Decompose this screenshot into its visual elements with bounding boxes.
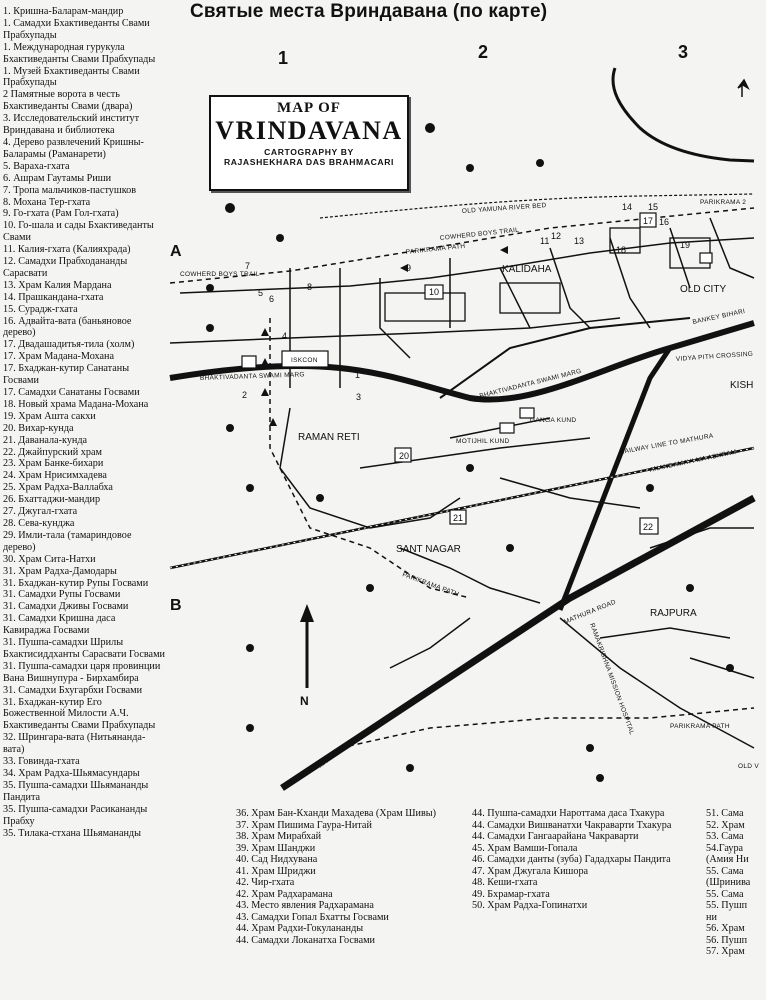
- legend-item: 35. Пушпа-самадхи Шьямананды Пандита: [3, 779, 149, 803]
- legend-item: 51. Сама: [706, 808, 744, 819]
- map-title-box: [209, 95, 409, 191]
- grid-col-1: 1: [278, 48, 289, 68]
- map-credit-line-2: RAJASHEKHARA DAS BRAHMACARI: [223, 157, 395, 167]
- map-number: 6: [269, 294, 275, 304]
- map-number: 4: [282, 331, 288, 341]
- legend-item: 20. Вихар-кунда: [3, 422, 74, 434]
- map-title-line-1: MAP OF: [277, 100, 341, 116]
- legend-bottom-column-2: [472, 808, 704, 912]
- label-mathura-road-1: MATHURA ROAD: [563, 598, 618, 626]
- legend-item: 1. Музей Бхактиведанты Свами Прабхупады: [3, 65, 140, 89]
- map-number: 11: [540, 236, 550, 246]
- label-hospital: RAMAKRISHNA MISSION HOSPITAL: [588, 622, 636, 736]
- legend-item: 44. Самадхи Локанатха Госвами: [236, 934, 375, 946]
- legend-item: 48. Кеши-гхата: [472, 877, 538, 888]
- legend-item: 38. Храм Мирабхай: [236, 831, 322, 842]
- legend-item: 47. Храм Джугала Кишора: [472, 865, 589, 877]
- legend-item: 17. Бхаджан-кутир Санатаны Госвами: [3, 363, 130, 387]
- legend-item: 17. Самадхи Санатаны Госвами: [3, 387, 140, 398]
- label-bhaktivedanta-2: BHAKTIVADANTA SWAMI MARG: [478, 367, 583, 400]
- label-iskcon: ISKCON: [291, 357, 318, 364]
- legend-item: 12. Самадхи Прабходананды Сарасвати: [3, 256, 128, 279]
- map-number: 16: [659, 217, 670, 227]
- label-old-city: OLD CITY: [680, 284, 727, 295]
- legend-item: 31. Бхаджан-кутир Его Божественной Милости А.Ч. Бхактиведанты Свами Прабхупады: [3, 696, 156, 732]
- map-number: 5: [258, 288, 264, 298]
- map-number: 9: [406, 263, 412, 273]
- legend-item: 15. Сурадж-гхата: [3, 303, 78, 315]
- legend-item: 33. Говинда-гхата: [3, 756, 80, 768]
- label-kishi: KISH: [730, 380, 754, 391]
- legend-item: 31. Самадхи Дживы Госвами: [3, 601, 129, 613]
- legend-bottom-column-1: [236, 808, 468, 946]
- legend-item: 44. Пушпа-самадхи Нароттама даса Тхакура: [472, 808, 665, 819]
- label-anandamayi: ANANDAMAYI MA ASHRAM: [648, 448, 738, 474]
- legend-item: 31. Храм Радха-Дамодары: [3, 565, 117, 577]
- label-raman-reti: RAMAN RETI: [298, 432, 360, 443]
- legend-item: 44. Самадхи Вишванатхи Чакраварти Тхакура: [472, 819, 672, 831]
- grid-col-3: 3: [678, 42, 689, 62]
- legend-item: 31. Самадхи Бхугарбхи Госвами: [3, 684, 143, 696]
- map-number: 7: [245, 261, 251, 271]
- label-yamuna: OLD YAMUNA RIVER BED: [461, 202, 547, 215]
- map-number: 21: [453, 513, 464, 523]
- legend-item: 34. Храм Радха-Шьямасундары: [3, 768, 140, 779]
- legend-item: 49. Бхрамар-гхата: [472, 888, 550, 900]
- map-title-line-2: VRINDAVANA: [215, 116, 403, 145]
- map-number: 2: [242, 390, 248, 400]
- legend-item: 28. Сева-кунджа: [3, 517, 75, 529]
- map-number: 3: [356, 392, 362, 402]
- legend-item: 39. Храм Шанджи: [236, 842, 316, 854]
- legend-item: 17. Храм Мадана-Мохана: [3, 351, 114, 363]
- palm-tree-icon: [738, 80, 748, 97]
- legend-item: 1. Кришна-Баларам-мандир: [3, 6, 124, 17]
- legend-item: 19. Храм Ашта сакхи: [3, 410, 96, 422]
- legend-item: 42. Чир-гхата: [236, 877, 295, 888]
- legend-item: 44. Храм Радхи-Гокулананды: [236, 923, 364, 934]
- legend-item: 50. Храм Радха-Гопинатхи: [472, 900, 588, 911]
- legend-item: 5. Вараха-гхата: [3, 160, 70, 172]
- legend-item: 13. Храм Калия Мардана: [3, 279, 112, 291]
- label-mathura-road-2: MATHURA ROAD: [317, 731, 367, 770]
- legend-item: 8. Мохана Тер-гхата: [3, 196, 91, 208]
- legend-item: 44. Самадхи Гангаарайана Чакраварти: [472, 831, 639, 842]
- legend-item: 7. Тропа мальчиков-пастушков: [3, 184, 137, 196]
- legend-item: 45. Храм Вамши-Гопала: [472, 842, 578, 854]
- map-number: 10: [429, 287, 440, 297]
- label-old-v: OLD V: [738, 763, 760, 770]
- legend-left-list: [3, 6, 165, 839]
- legend-item: 37. Храм Пишима Гаура-Нитай: [236, 819, 372, 831]
- label-bankey-bihari: BANKEY BIHARI: [691, 307, 746, 326]
- legend-item: 1. Самадхи Бхактиведанты Свами Прабхупады: [3, 17, 150, 41]
- legend-item: 42. Храм Радхарамана: [236, 888, 333, 900]
- label-cowherd-1: COWHERD BOYS TRAIL: [439, 226, 520, 242]
- legend-item: 40. Сад Нидхувана: [236, 854, 318, 865]
- legend-item: 6. Ашрам Гаутамы Риши: [3, 172, 112, 184]
- grid-row-a: A: [170, 243, 182, 260]
- legend-item: 41. Храм Шриджи: [236, 865, 316, 877]
- legend-item: 30. Храм Сита-Натхи: [3, 553, 96, 565]
- legend-item: 16. Адвайта-вата (баньяновое дерево): [3, 315, 132, 339]
- label-vidya-pith: VIDYA PITH CROSSING: [675, 350, 754, 363]
- legend-item: 35. Пушпа-самадхи Расикананды Прабху: [3, 803, 148, 827]
- legend-item: (Амия Ни: [706, 854, 749, 865]
- legend-item: 10. Го-шала и сады Бхактиведанты Свами: [3, 220, 154, 244]
- legend-item: 31. Бхаджан-кутир Рупы Госвами: [3, 577, 149, 589]
- grid-col-2: 2: [478, 42, 489, 62]
- map-number: 18: [616, 245, 627, 255]
- map-number: 20: [399, 451, 410, 461]
- legend-item: (Шринива: [706, 877, 751, 888]
- legend-item: 31. Пушпа-самадхи Шрилы Бхактисиддханты Сарасвати Госвами: [3, 637, 165, 660]
- legend-item: 31. Пушпа-самадхи царя провинции Вана Вишнупура - Бирхамбира: [3, 660, 161, 684]
- legend-item: 43. Место явления Радхарамана: [236, 900, 374, 911]
- map-number: 13: [574, 236, 585, 246]
- north-arrow: [300, 604, 314, 688]
- legend-item: 54.Гаура: [706, 842, 744, 854]
- map-number: 17: [643, 216, 654, 226]
- legend-item: 1. Международная гурукула Бхактиведанты Свами Прабхупады: [3, 41, 156, 65]
- legend-item: 31. Самадхи Рупы Госвами: [3, 589, 121, 601]
- legend-item: 46. Самадхи данты (зуба) Гададхары Пандита: [472, 854, 671, 865]
- page-title: Святые места Вриндавана (по карте): [190, 1, 548, 22]
- legend-item: 32. Шрингара-вата (Нитьянанда-вата): [3, 732, 146, 756]
- map-number: 12: [551, 231, 562, 241]
- map-number: 22: [643, 522, 654, 532]
- grid-row-b: B: [170, 597, 182, 614]
- label-railway: RAILWAY LINE TO MATHURA: [619, 432, 715, 456]
- legend-item: 27. Джугал-гхата: [3, 506, 78, 518]
- map-number: 1: [355, 370, 361, 380]
- label-parikrama-5: PARIKRAMA 2: [700, 199, 747, 206]
- legend-item: 23. Храм Банке-бихари: [3, 458, 104, 470]
- legend-item: 57. Храм: [706, 946, 745, 957]
- label-kalidaha: KALIDAHA: [502, 264, 552, 275]
- legend-item: 25. Храм Радха-Валлабха: [3, 482, 113, 494]
- label-sant-nagar: SANT NAGAR: [396, 544, 461, 555]
- legend-item: 52. Храм: [706, 819, 745, 831]
- legend-item: 18. Новый храма Мадана-Мохана: [3, 398, 149, 410]
- legend-item: 35. Тилака-стхана Шьямананды: [3, 827, 141, 839]
- legend-item: 11. Калия-гхата (Калияхрада): [3, 244, 131, 256]
- legend-item: 21. Даванала-кунда: [3, 434, 88, 446]
- label-ganga-kund: GANGA KUND: [530, 417, 577, 424]
- legend-bottom-column-3: [706, 808, 766, 958]
- label-parikrama-2: PARIKRAMA PATH: [401, 571, 460, 599]
- legend-item: 53. Сама: [706, 831, 744, 842]
- map-credit-line-1: CARTOGRAPHY BY: [264, 147, 354, 157]
- legend-item: 2 Памятные ворота в честь Бхактиведанты Свами (двара): [3, 89, 133, 113]
- map-number: 8: [307, 282, 313, 292]
- map-number: 14: [622, 202, 633, 212]
- legend-item: 26. Бхаттаджи-мандир: [3, 494, 101, 506]
- label-parikrama-3: PARIKRAMA PATH: [670, 723, 730, 730]
- legend-item: 56. Пушп: [706, 934, 748, 946]
- legend-item: 9. Го-гхата (Рам Гол-гхата): [3, 208, 119, 220]
- legend-item: 24. Храм Нрисимхадева: [3, 470, 107, 482]
- map-number: 15: [648, 202, 659, 212]
- north-label: N: [300, 694, 309, 708]
- legend-item: 4. Дерево развлечений Кришны-Баларамы (Раманарети): [3, 136, 144, 160]
- legend-item: 55. Сама: [706, 888, 744, 900]
- legend-item: 56. Храм: [706, 923, 745, 934]
- legend-item: 14. Прашкандана-гхата: [3, 291, 104, 303]
- legend-item: 3. Исследовательский институт Вриндавана и библиотека: [3, 113, 140, 137]
- label-bhaktivedanta-1: BHAKTIVADANTA SWAMI MARG: [199, 371, 305, 382]
- label-motijhil: MOTIJHIL KUND: [456, 438, 510, 445]
- label-cowherd-2: COWHERD BOYS TRAIL: [180, 271, 260, 278]
- legend-item: ни: [706, 911, 717, 923]
- legend-item: 22. Джайпурский храм: [3, 446, 102, 458]
- bhaktivedanta-marg-road: [170, 323, 754, 400]
- legend-item: 55. Пушп: [706, 900, 748, 911]
- legend-item: 43. Самадхи Гопал Бхатты Госвами: [236, 911, 389, 923]
- label-parikrama-1: PARIKRAMA PATH: [405, 242, 466, 256]
- map-number: 19: [680, 240, 691, 250]
- legend-item: 17. Двадашадитья-тила (холм): [3, 339, 135, 351]
- legend-item: 36. Храм Бан-Кханди Махадева (Храм Шивы): [236, 808, 437, 819]
- yamuna-bank-line: [613, 68, 754, 161]
- label-rajpura: RAJPURA: [650, 608, 697, 619]
- legend-item: 31. Самадхи Кришна даса Кавираджа Госвами: [3, 613, 116, 637]
- legend-item: 55. Сама: [706, 865, 744, 877]
- legend-item: 29. Имли-тала (тамариндовое дерево): [3, 529, 132, 553]
